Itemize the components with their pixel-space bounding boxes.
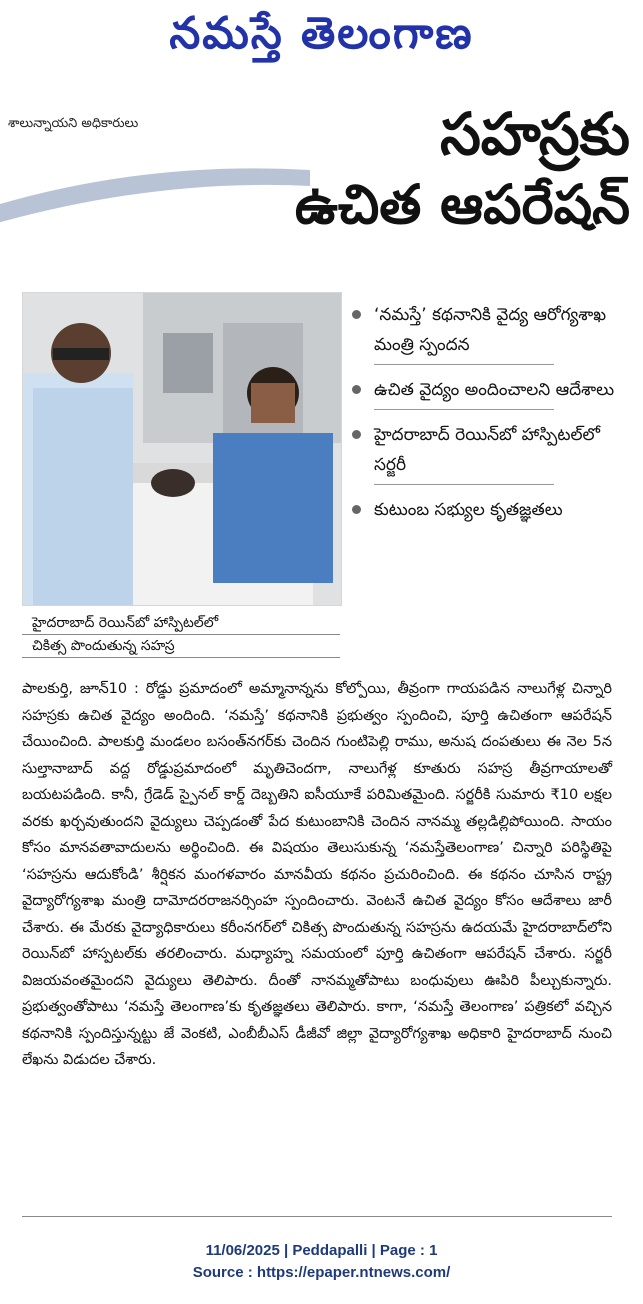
footer-date-edition: 11/06/2025 | Peddapalli | Page : 1 — [205, 1242, 438, 1259]
previous-article-snippet — [0, 100, 250, 140]
caption-line-2: చికిత్స పొందుతున్న సహస్ర — [22, 635, 340, 658]
article-body — [22, 676, 612, 1074]
highlight-text: కుటుంబ సభ్యుల కృతజ్ఞతలు — [374, 500, 563, 520]
divider — [22, 1216, 612, 1217]
bullet-icon — [352, 310, 361, 319]
previous-article-text: శాలున్నాయని అధికారులు — [8, 116, 139, 131]
masthead — [0, 0, 643, 92]
newspaper-name: నమస్తే తెలంగాణ — [169, 8, 474, 59]
headline — [270, 102, 630, 236]
hospital-photo-illustration — [23, 293, 341, 605]
highlight-text: హైదరాబాద్ రెయిన్‌బో హాస్పిటల్‌లో సర్జరీ — [374, 425, 600, 475]
bullet-icon — [352, 385, 361, 394]
highlight-item — [348, 300, 616, 365]
highlight-item — [348, 375, 616, 410]
decorative-swoosh — [0, 150, 310, 230]
highlight-item — [348, 420, 616, 485]
article-paragraph: పాలకుర్తి, జూన్10 : రోడ్డు ప్రమాదంలో అమ్మానాన్నను కోల్పోయి, తీవ్రంగా గాయపడిన నాలుగేళ్ల చిన్నారి సహస్రకు ఉచిత వైద్యం అందింది. ‘నమస్తే’ కథనానికి ప్రభుత్వం స్పందించి, పూర్తి ఉచితంగా ఆపరేషన్ చేయించింది. పాలకుర్తి మండలం బసంత్‌నగర్‌కు చెందిన గుంటిపెల్లి రాము, అనుష దంపతులు ఈ నెల 5న సుల్తానాబాద్ వద్ద రోడ్డుప్రమాదంలో మృతిచెందగా, నాలుగేళ్ల కూతురు సహస్ర తీవ్రగాయాలతో బయటపడింది. కానీ, గ్రేడెడ్ స్పైనల్ కార్డ్ దెబ్బతిని ఐసీయూకే పరిమితమైంది. సర్జరీకి సుమారు ₹10 లక్షల వరకు ఖర్చవుతుందని వైద్యులు చెప్పడంతో పేద కుటుంబానికి చెందిన నానమ్మ తల్లడిల్లిపోయింది. సాయం కోసం మానవతావాదులను అర్థించింది. ఈ విషయం తెలుసుకున్న ‘నమస్తేతెలంగాణ’ చిన్నారి పరిస్థితిపై ‘సహస్రను ఆదుకోండి’ శీర్షికన మంగళవారం మానవీయ కథనం ప్రచురించింది. ఈ కథనం చూసిన రాష్ట్ర వైద్యారోగ్యశాఖ మంత్రి దామోదరరాజనర్సింహ స్పందించారు. వెంటనే ఉచిత వైద్యం కోసం ఆదేశాలు జారీ చేశారు. ఈ మేరకు వైద్యాధికారులు కరీంనగర్‌లో చికిత్స పొందుతున్న సహస్రను ఉదయమే హైదరాబాద్‌లోని రెయిన్‌బో హాస్పటల్‌కు తరలించారు. మధ్యాహ్న సమయంలో పూర్తి ఉచితంగా ఆపరేషన్ చేశారు. సర్జరీ విజయవంతమైందని వైద్యులు తెలిపారు. దీంతో నానమ్మతోపాటు బంధువులు ఊపిరి పీల్చుకున్నారు. ప్రభుత్వంతోపాటు ‘నమస్తే తెలంగాణ’కు కృతజ్ఞతలు తెలిపారు. కాగా, ‘నమస్తే తెలంగాణ’ పత్రికలో వచ్చిన కథనానికి స్పందిస్తున్నట్టు జే వెంకటి, ఎంబీబీఎస్ డీజీవో జిల్లా వైద్యారోగ్యశాఖ అధికారి హైదరాబాద్ నుంచి లేఖను విడుదల చేశారు. — [22, 681, 612, 1068]
bullet-icon — [352, 505, 361, 514]
headline-line-1: సహస్రకు — [440, 100, 630, 168]
headline-line-2: ఉచిత ఆపరేషన్ — [294, 172, 630, 236]
highlights-list — [348, 300, 616, 535]
photo-caption — [22, 612, 340, 658]
divider — [374, 364, 554, 365]
highlight-text: ఉచిత వైద్యం అందించాలని ఆదేశాలు — [374, 380, 615, 400]
divider — [374, 409, 554, 410]
bullet-icon — [352, 430, 361, 439]
caption-line-1: హైదరాబాద్ రెయిన్‌బో హాస్పిటల్‌లో — [22, 612, 340, 635]
news-photo — [22, 292, 342, 606]
footer — [0, 1240, 643, 1284]
footer-source-link[interactable]: Source : https://epaper.ntnews.com/ — [192, 1264, 451, 1281]
divider — [374, 484, 554, 485]
highlight-text: ‘నమస్తే’ కథనానికి వైద్య ఆరోగ్యశాఖ మంత్రి స్పందన — [374, 305, 607, 355]
highlight-item — [348, 495, 616, 525]
